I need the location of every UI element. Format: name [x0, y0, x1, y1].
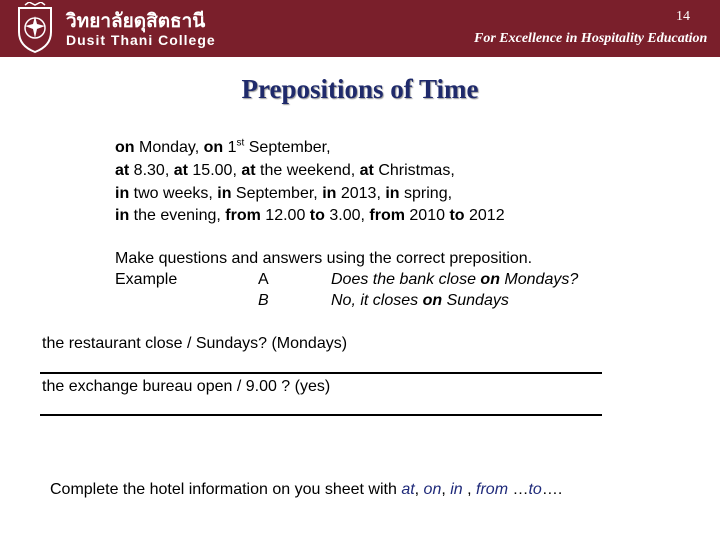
text-run: …	[508, 481, 529, 498]
exercise-2-answer-line	[40, 414, 602, 416]
preposition-keyword: in	[115, 207, 130, 224]
text-run: 2010	[404, 207, 450, 224]
college-seal-logo	[15, 2, 55, 54]
preposition-keyword: in	[217, 185, 232, 202]
preposition-keyword: to	[309, 207, 325, 224]
preposition-keyword: on	[203, 139, 224, 156]
example-b-label: B	[258, 292, 269, 309]
text-run: Monday,	[134, 139, 204, 156]
preposition-highlight: on	[423, 481, 442, 498]
preposition-highlight: to	[528, 481, 542, 498]
preposition-keyword: from	[369, 207, 405, 224]
slide-number: 14	[676, 9, 690, 24]
preposition-keyword: at	[115, 162, 130, 179]
text-run: spring,	[399, 185, 453, 202]
example-line-in	[115, 184, 452, 204]
text-run: the weekend,	[255, 162, 360, 179]
preposition-highlight: in	[450, 481, 463, 498]
text-run: two weeks,	[129, 185, 218, 202]
example-label: Example	[115, 271, 178, 288]
college-name-english: Dusit Thani College	[66, 32, 216, 48]
preposition-keyword: from	[225, 207, 261, 224]
preposition-keyword: on	[422, 292, 443, 309]
preposition-keyword: on	[480, 271, 500, 288]
example-b-sentence	[331, 291, 509, 311]
example-a-label: A	[258, 271, 269, 288]
text-run: Sundays	[442, 292, 509, 309]
slide-title: Prepositions of Time	[241, 74, 479, 104]
text-run: the evening,	[129, 207, 226, 224]
text-run: ,	[414, 481, 424, 498]
example-line-from-to	[115, 206, 505, 226]
text-run: 12.00	[260, 207, 310, 224]
text-run: 2012	[464, 207, 505, 224]
preposition-keyword: at	[241, 162, 256, 179]
text-run: ,	[441, 481, 451, 498]
text-run: Mondays?	[499, 271, 579, 288]
text-run: 15.00,	[187, 162, 242, 179]
exercise-1-prompt: the restaurant close / Sundays? (Mondays)	[42, 335, 348, 352]
example-line-on	[115, 138, 331, 158]
text-run: 2013,	[336, 185, 386, 202]
text-run: September,	[231, 185, 323, 202]
footer-instruction	[50, 480, 562, 500]
text-run: Complete the hotel information on you sheet with	[50, 481, 402, 498]
preposition-keyword: in	[115, 185, 130, 202]
text-run: ,	[462, 481, 477, 498]
text-run: Does the bank close	[331, 271, 481, 288]
text-run: st	[236, 137, 245, 149]
preposition-keyword: at	[173, 162, 188, 179]
college-tagline: For Excellence in Hospitality Education	[474, 31, 708, 46]
header-banner	[0, 0, 720, 57]
instruction-text: Make questions and answers using the correct preposition.	[115, 250, 533, 267]
college-name-thai: วิทยาลัยดุสิตธานี	[66, 10, 206, 32]
preposition-keyword: in	[385, 185, 400, 202]
text-run: 8.30,	[129, 162, 174, 179]
preposition-highlight: from	[476, 481, 509, 498]
preposition-keyword: on	[115, 139, 135, 156]
text-run: Christmas,	[373, 162, 455, 179]
example-a-sentence	[331, 270, 578, 290]
preposition-keyword: in	[322, 185, 337, 202]
example-line-at	[115, 161, 455, 181]
text-run: 1	[223, 139, 237, 156]
preposition-keyword: at	[359, 162, 374, 179]
text-run: ….	[541, 481, 563, 498]
text-run: 3.00,	[324, 207, 370, 224]
text-run: September,	[244, 139, 331, 156]
text-run: No, it closes	[331, 292, 423, 309]
preposition-keyword: to	[449, 207, 465, 224]
exercise-1-answer-line	[40, 372, 602, 374]
preposition-highlight: at	[401, 481, 415, 498]
exercise-2-prompt: the exchange bureau open / 9.00 ? (yes)	[42, 378, 331, 395]
